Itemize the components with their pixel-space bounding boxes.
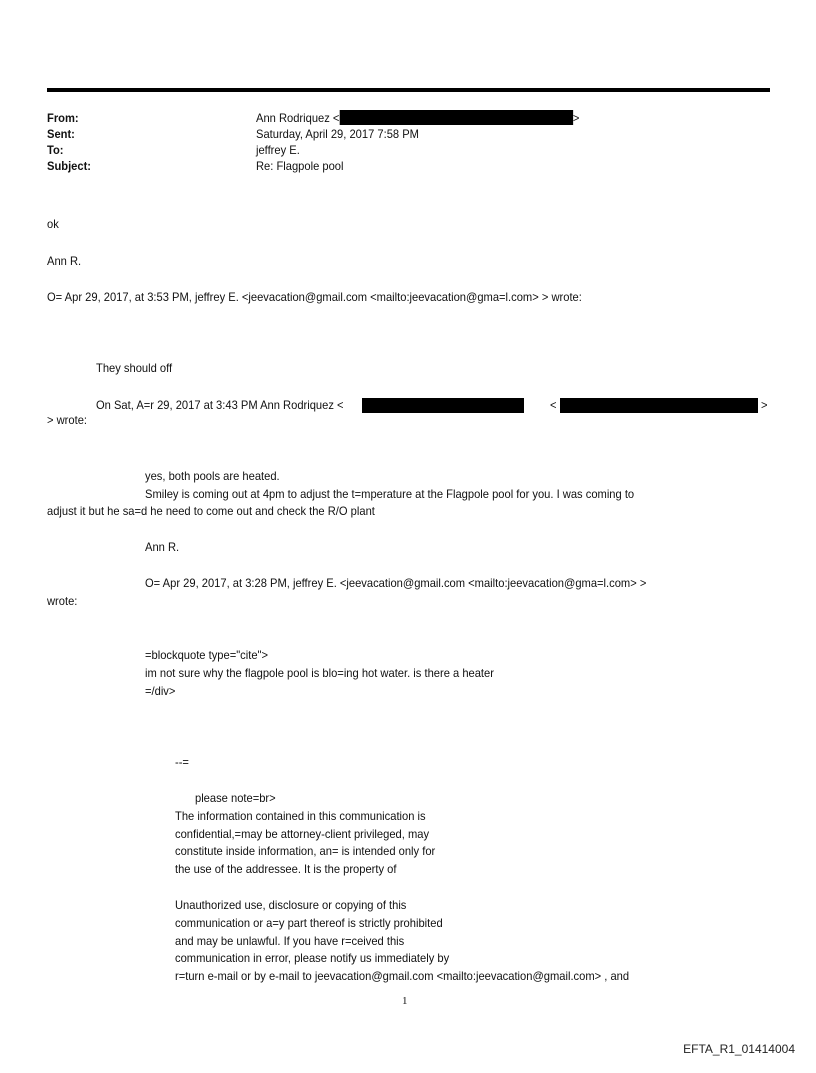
redaction (339, 110, 572, 125)
from-name: Ann Rodriquez < (256, 111, 340, 125)
disclaimer-line: confidential,=may be attorney-client privileged, may (175, 827, 430, 841)
disclaimer-line: r=turn e-mail or by e-mail to jeevacation@gmail.com <mailto:jeevacation@gmail.com> , and (175, 969, 630, 983)
sent-value: Saturday, April 29, 2017 7:58 PM (256, 127, 419, 141)
disclaimer-line: communication or a=y part thereof is strictly prohibited (175, 916, 443, 930)
to-label: To: (47, 143, 64, 157)
body-line: =/div> (145, 684, 176, 698)
disclaimer-line: please note=br> (195, 791, 276, 805)
disclaimer-line: The information contained in this communication is (175, 809, 426, 823)
redaction (362, 398, 524, 413)
signature: Ann R. (47, 254, 82, 268)
quote-header-text: On Sat, A=r 29, 2017 at 3:43 PM Ann Rodriquez < (96, 398, 344, 412)
body-line: They should off (96, 361, 173, 375)
body-line: > wrote: (47, 413, 88, 427)
subject-label: Subject: (47, 159, 92, 173)
from-close: > (572, 111, 580, 125)
disclaimer-line: Unauthorized use, disclosure or copying of this (175, 898, 407, 912)
bracket: > (761, 398, 768, 412)
bracket: < (550, 398, 557, 412)
page-number: 1 (402, 995, 408, 1007)
body-line: wrote: (47, 594, 78, 608)
from-value (256, 110, 579, 126)
signature: Ann R. (145, 540, 180, 554)
quote-header: O= Apr 29, 2017, at 3:53 PM, jeffrey E. <jeevacation@gmail.com <mailto:jeevacation@gma=l.com> > wrote: (47, 290, 582, 304)
to-value: jeffrey E. (256, 143, 300, 157)
body-line: im not sure why the flagpole pool is blo=ing hot water. is there a heater (145, 666, 494, 680)
subject-value: Re: Flagpole pool (256, 159, 344, 173)
bates-number: EFTA_R1_01414004 (683, 1042, 795, 1056)
quote-header (96, 397, 344, 413)
from-label: From: (47, 111, 79, 125)
body-line: adjust it but he sa=d he need to come out and check the R/O plant (47, 504, 375, 518)
disclaimer-line: and may be unlawful. If you have r=ceived this (175, 934, 405, 948)
body-line: ok (47, 217, 59, 231)
body-line: Smiley is coming out at 4pm to adjust the t=mperature at the Flagpole pool for you. I was coming to (145, 487, 635, 501)
quote-header: O= Apr 29, 2017, at 3:28 PM, jeffrey E. <jeevacation@gmail.com <mailto:jeevacation@gma=l.com> > (145, 576, 647, 590)
disclaimer-line: constitute inside information, an= is intended only for (175, 844, 436, 858)
header-rule (47, 88, 770, 92)
body-line: --= (175, 755, 189, 769)
body-line: =blockquote type="cite"> (145, 648, 269, 662)
disclaimer-line: communication in error, please notify us immediately by (175, 951, 450, 965)
sent-label: Sent: (47, 127, 75, 141)
disclaimer-line: the use of the addressee. It is the property of (175, 862, 397, 876)
body-line: yes, both pools are heated. (145, 469, 280, 483)
redaction (560, 398, 758, 413)
